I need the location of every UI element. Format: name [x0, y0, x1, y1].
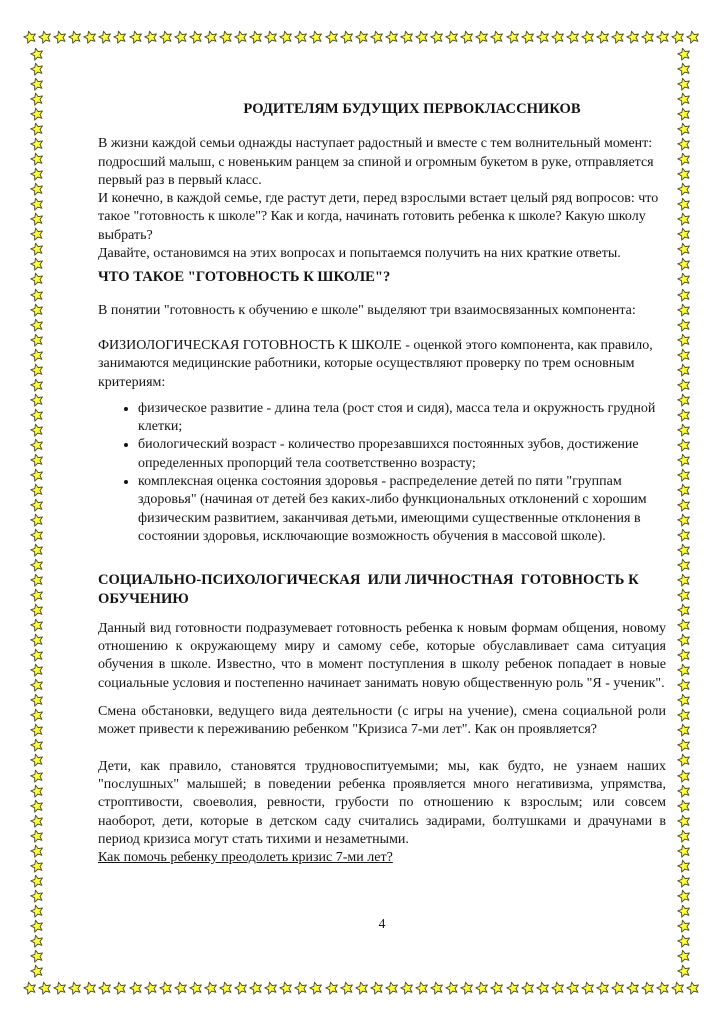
star-icon [676, 572, 693, 589]
star-icon [308, 29, 325, 46]
star-icon [29, 346, 46, 363]
star-icon [29, 391, 46, 408]
document-body [98, 100, 666, 867]
star-border-left [30, 47, 44, 978]
star-icon [676, 181, 693, 198]
star-icon [676, 151, 693, 168]
star-icon [676, 542, 693, 559]
star-icon [676, 91, 693, 108]
star-icon [676, 61, 693, 78]
star-border-top [23, 30, 701, 44]
star-icon [676, 271, 693, 288]
list-item: • биологический возраст - количество прорезавшихся постоянных зубов, достижение определенных пропорций тела соответственно возрасту; [138, 436, 666, 473]
star-icon [676, 662, 693, 679]
star-border-bottom [23, 981, 701, 995]
list-item: • физическое развитие - длина тела (рост стоя и сидя), масса тела и окружность грудной клетки; [138, 400, 666, 437]
star-icon [29, 857, 46, 874]
star-icon [29, 707, 46, 724]
star-icon [29, 527, 46, 544]
star-icon [676, 692, 693, 709]
star-icon [29, 76, 46, 93]
star-icon [29, 647, 46, 664]
star-icon [29, 211, 46, 228]
star-icon [29, 286, 46, 303]
document-title: РОДИТЕЛЯМ БУДУЩИХ ПЕРВОКЛАССНИКОВ [243, 101, 581, 117]
star-icon [676, 226, 693, 243]
star-icon [676, 827, 693, 844]
star-icon [29, 932, 46, 949]
star-icon [29, 782, 46, 799]
star-icon [29, 301, 46, 318]
star-icon [504, 980, 521, 997]
star-icon [29, 256, 46, 273]
star-icon [676, 451, 693, 468]
star-icon [676, 632, 693, 649]
star-icon [676, 857, 693, 874]
star-icon [676, 767, 693, 784]
star-icon [29, 692, 46, 709]
star-icon [112, 980, 129, 997]
star-icon [676, 737, 693, 754]
star-icon [29, 151, 46, 168]
star-icon [29, 361, 46, 378]
star-icon [676, 481, 693, 498]
star-icon [29, 767, 46, 784]
section-heading-what-is-readiness: ЧТО ТАКОЕ "ГОТОВНОСТЬ К ШКОЛЕ"? [98, 269, 391, 286]
star-icon [676, 301, 693, 318]
star-icon [676, 316, 693, 333]
star-icon [29, 91, 46, 108]
star-icon [676, 196, 693, 213]
star-icon [29, 376, 46, 393]
star-icon [29, 421, 46, 438]
star-icon [676, 797, 693, 814]
star-icon [29, 542, 46, 559]
section-heading-social-readiness: СОЦИАЛЬНО-ПСИХОЛОГИЧЕСКАЯ ИЛИ ЛИЧНОСТНАЯ ГОТОВНОСТЬ К ОБУЧЕНИЮ [98, 572, 643, 607]
star-icon [676, 782, 693, 799]
readiness-components-lead: В понятии "готовность к обучению е школе" выделяют три взаимосвязанных компонента: [98, 302, 636, 318]
star-icon [29, 842, 46, 859]
star-icon [676, 722, 693, 739]
star-icon [676, 496, 693, 513]
star-icon [29, 46, 46, 63]
star-icon [29, 436, 46, 453]
star-icon [676, 902, 693, 919]
star-icon [676, 812, 693, 829]
physiological-readiness-paragraph: ФИЗИОЛОГИЧЕСКАЯ ГОТОВНОСТЬ К ШКОЛЕ - оценкой этого компонента, как правило, занимаются медицинские работники, которые осуществляют проверку по трем основным критериям: [98, 337, 653, 390]
star-icon [29, 617, 46, 634]
star-icon [676, 752, 693, 769]
star-icon [676, 707, 693, 724]
star-icon [676, 602, 693, 619]
star-icon [29, 121, 46, 138]
star-icon [29, 331, 46, 348]
star-icon [29, 662, 46, 679]
star-icon [676, 76, 693, 93]
star-icon [127, 29, 144, 46]
star-icon [676, 136, 693, 153]
star-icon [676, 391, 693, 408]
star-icon [676, 842, 693, 859]
star-icon [29, 451, 46, 468]
star-icon [29, 677, 46, 694]
star-icon [685, 980, 702, 997]
star-icon [29, 511, 46, 528]
star-icon [127, 980, 144, 997]
star-icon [29, 797, 46, 814]
star-icon [29, 587, 46, 604]
star-icon [29, 166, 46, 183]
star-icon [29, 226, 46, 243]
page-number: 4 [378, 916, 386, 931]
star-icon [676, 121, 693, 138]
star-icon [29, 181, 46, 198]
star-icon [676, 557, 693, 574]
list-item: • комплексная оценка состояния здоровья - распределение детей по пяти "группам здоровья" (начиная от детей без каких-либо функциональных отклонений с хорошим физическим развитием, заканчивая детьми, имеющими существенные отклонения в состоянии здоровья, исключающие возможность обучения в массовой школе). [138, 473, 666, 546]
star-icon [29, 136, 46, 153]
star-icon [489, 980, 506, 997]
star-icon [676, 887, 693, 904]
star-icon [29, 106, 46, 123]
star-icon [29, 61, 46, 78]
star-icon [676, 406, 693, 423]
star-icon [676, 647, 693, 664]
social-readiness-paragraph-1: Данный вид готовности подразумевает готовность ребенка к новым формам общения, новому отношению к окружающему миру и самому себе, которые обуславливает сама ситуация обучения в школе. Известно, что в момент поступления в школу ребенок попадает в новые социальные условия и постепенно начинает занимать новую общественную роль "Я - ученик". [98, 620, 666, 691]
star-icon [676, 466, 693, 483]
star-icon [676, 166, 693, 183]
star-icon [676, 106, 693, 123]
star-icon [29, 947, 46, 964]
star-icon [112, 29, 129, 46]
star-icon [676, 256, 693, 273]
star-icon [29, 752, 46, 769]
star-icon [29, 316, 46, 333]
star-icon [29, 887, 46, 904]
star-icon [29, 406, 46, 423]
social-readiness-paragraph-2: Смена обстановки, ведущего вида деятельности (с игры на учение), смена социальной роли может привести к переживанию ребенком "Кризиса 7-ми лет". Как он проявляется? [98, 704, 666, 738]
star-icon [323, 980, 340, 997]
star-icon [676, 947, 693, 964]
star-icon [685, 29, 702, 46]
star-icon [676, 346, 693, 363]
star-icon [676, 677, 693, 694]
star-icon [29, 466, 46, 483]
star-icon [29, 572, 46, 589]
star-icon [29, 812, 46, 829]
star-icon [676, 46, 693, 63]
star-border-right [677, 47, 691, 978]
star-icon [29, 902, 46, 919]
star-icon [676, 617, 693, 634]
criteria-list [98, 400, 666, 546]
star-icon [29, 962, 46, 979]
star-icon [29, 737, 46, 754]
star-icon [29, 632, 46, 649]
star-icon [308, 980, 325, 997]
star-icon [676, 331, 693, 348]
star-icon [29, 722, 46, 739]
social-readiness-paragraph-3: Дети, как правило, становятся трудновоспитуемыми; мы, как будто, не узнаем наших "послушных" малышей; в поведении ребенка проявляется много негативизма, упрямства, строптивости, своеволия, ревности, грубости по отношению к взрослым; или совсем наоборот, дети, которые в детском саду считались задирами, болтушками и драчунами в период кризиса могут стать тихими и незаметными. [98, 758, 666, 847]
star-icon [676, 211, 693, 228]
intro-paragraph-3: Давайте, остановимся на этих вопросах и попытаемся получить на них краткие ответы. [98, 246, 621, 262]
star-icon [29, 481, 46, 498]
star-icon [676, 376, 693, 393]
star-icon [676, 361, 693, 378]
intro-paragraph-2: И конечно, в каждой семье, где растут дети, перед взрослыми встает целый ряд вопросов: что такое "готовность к школе"? Как и когда, начинать готовить ребенка к школе? Какую школу выбрать? [98, 191, 659, 243]
star-icon [29, 196, 46, 213]
star-icon [676, 962, 693, 979]
star-icon [29, 602, 46, 619]
star-icon [29, 496, 46, 513]
star-icon [323, 29, 340, 46]
star-icon [29, 557, 46, 574]
star-icon [29, 917, 46, 934]
intro-paragraph-1: В жизни каждой семьи однажды наступает радостный и вместе с тем волнительный момент: подросший малыш, с новеньким ранцем за спиной и огромным букетом в руке, отправляется первый раз в первый класс. [98, 136, 654, 188]
star-icon [676, 286, 693, 303]
star-icon [29, 241, 46, 258]
star-icon [676, 917, 693, 934]
star-icon [676, 421, 693, 438]
star-icon [29, 271, 46, 288]
star-icon [489, 29, 506, 46]
star-icon [676, 241, 693, 258]
star-icon [676, 436, 693, 453]
crisis-question-line: Как помочь ребенку преодолеть кризис 7-ми лет? [98, 850, 393, 866]
star-icon [504, 29, 521, 46]
star-icon [29, 827, 46, 844]
star-icon [676, 511, 693, 528]
star-icon [29, 872, 46, 889]
star-icon [676, 932, 693, 949]
star-icon [676, 527, 693, 544]
star-icon [676, 587, 693, 604]
star-icon [676, 872, 693, 889]
